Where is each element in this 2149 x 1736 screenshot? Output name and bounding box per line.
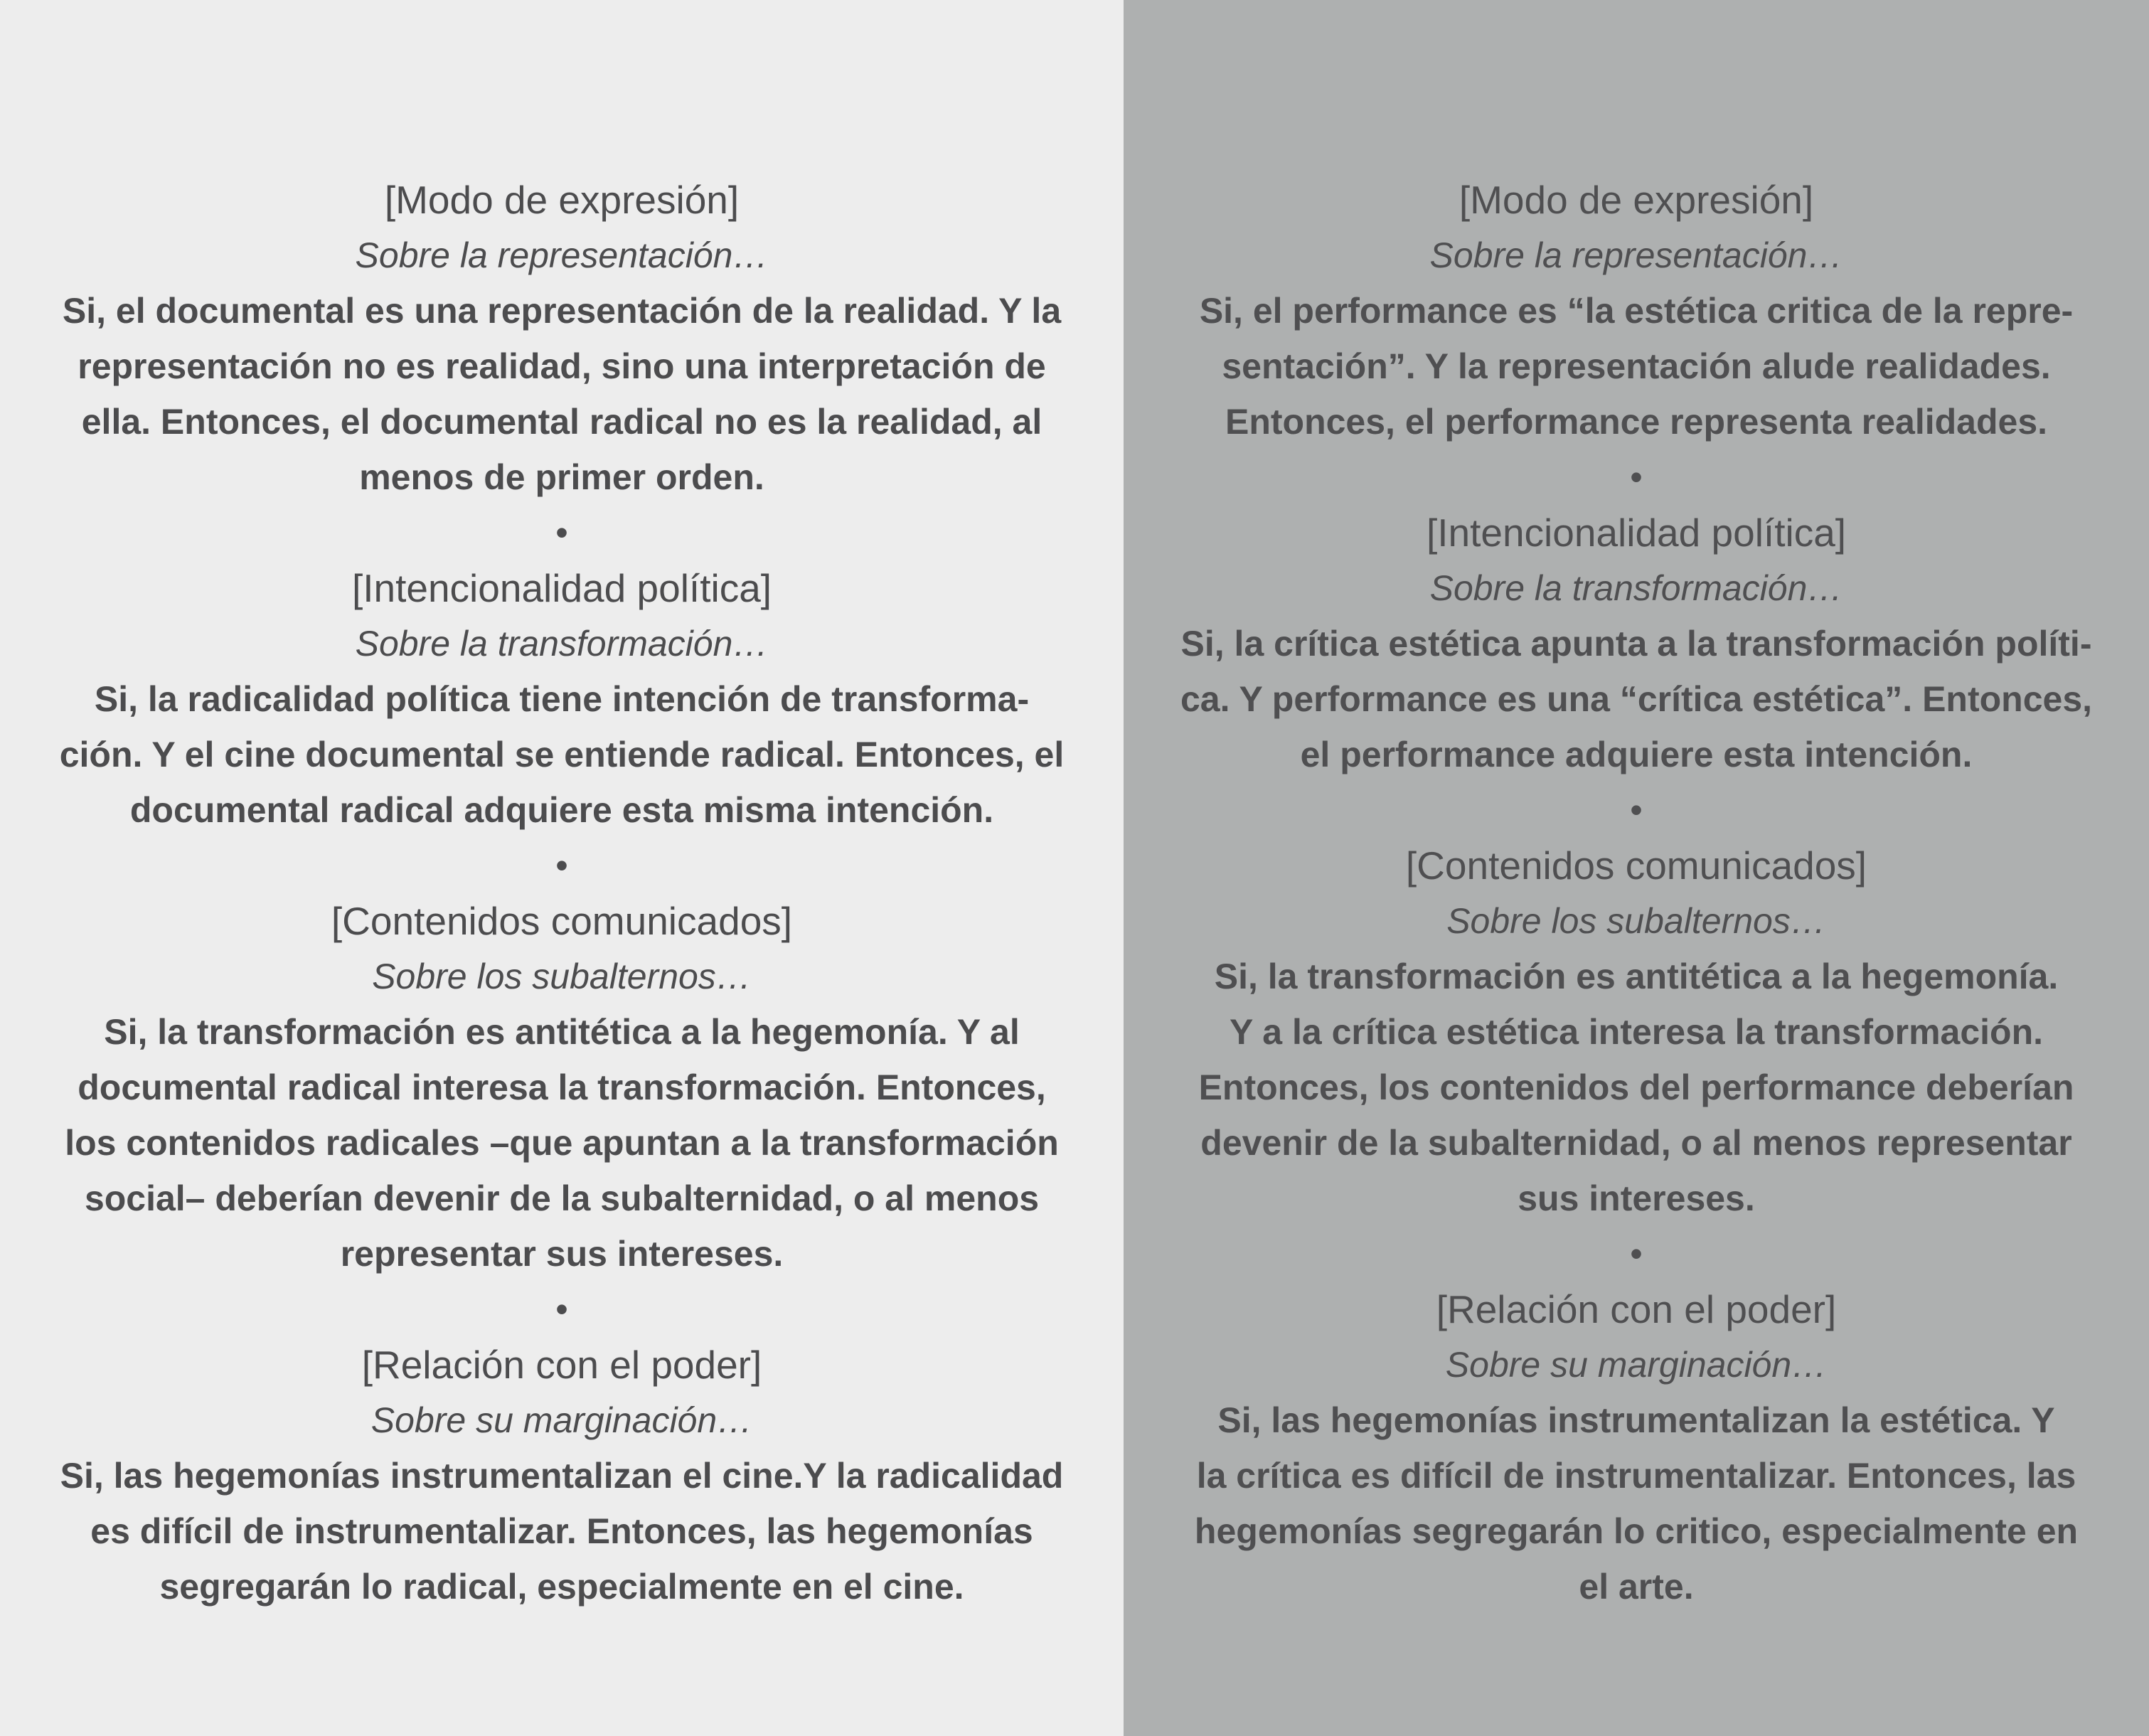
body-line: Si, la crítica estética apunta a la transformación políti- — [1180, 624, 2092, 664]
body-line: Y a la crítica estética interesa la transformación. — [1229, 1012, 2044, 1052]
bullet-separator: • — [1630, 1234, 1643, 1274]
body-line: el performance adquiere esta intención. — [1300, 735, 1973, 774]
body-line: Entonces, los contenidos del performance deberían — [1198, 1067, 2074, 1107]
right-column — [1124, 0, 2149, 1736]
body-line: representación no es realidad, sino una interpretación de — [78, 346, 1046, 386]
section-heading: [Modo de expresión] — [384, 178, 740, 222]
body-line: Si, el performance es “la estética critica de la repre- — [1199, 291, 2074, 331]
body-line: documental radical adquiere esta misma intención. — [129, 790, 994, 830]
section-heading: [Relación con el poder] — [361, 1343, 762, 1387]
left-section-intencionalidad — [0, 560, 1124, 838]
section-heading: [Relación con el poder] — [1436, 1287, 1837, 1331]
body-line: Si, la radicalidad política tiene intención de transforma- — [94, 679, 1030, 719]
right-section-contenidos — [1124, 838, 2149, 1226]
section-heading: [Intencionalidad política] — [1426, 511, 1847, 555]
body-line: hegemonías segregarán lo critico, especialmente en — [1194, 1511, 2079, 1551]
body-line: Si, la transformación es antitética a la hegemonía. Y al — [104, 1012, 1020, 1052]
body-line: documental radical interesa la transformación. Entonces, — [78, 1067, 1046, 1107]
body-line: menos de primer orden. — [359, 457, 764, 497]
section-subtitle: Sobre su marginación… — [370, 1400, 753, 1440]
bullet-separator: • — [555, 846, 568, 885]
section-subtitle: Sobre la transformación… — [1429, 568, 1843, 608]
body-line: Entonces, el performance representa realidades. — [1225, 402, 2048, 442]
left-section-modo-expresion — [0, 172, 1124, 505]
bullet-separator: • — [555, 1289, 568, 1329]
body-line: representar sus intereses. — [340, 1234, 784, 1274]
body-line: Si, las hegemonías instrumentalizan el cine.Y la radicalidad — [60, 1456, 1064, 1496]
section-subtitle: Sobre los subalternos… — [372, 957, 752, 996]
body-line: el arte. — [1579, 1567, 1694, 1607]
body-line: Si, el documental es una representación de la realidad. Y la — [62, 291, 1062, 331]
body-line: Si, las hegemonías instrumentalizan la estética. Y — [1217, 1400, 2055, 1440]
section-subtitle: Sobre la representación… — [1429, 235, 1843, 275]
body-line: sus intereses. — [1518, 1178, 1755, 1218]
left-section-contenidos — [0, 893, 1124, 1282]
section-subtitle: Sobre la representación… — [355, 235, 769, 275]
body-line: es difícil de instrumentalizar. Entonces, las hegemonías — [90, 1511, 1033, 1551]
body-line: ca. Y performance es una “crítica estética”. Entonces, — [1180, 679, 2093, 719]
section-heading: [Intencionalidad política] — [351, 566, 772, 610]
body-line: ella. Entonces, el documental radical no es la realidad, al — [81, 402, 1042, 442]
body-line: devenir de la subalternidad, o al menos representar — [1200, 1123, 2072, 1163]
section-heading: [Contenidos comunicados] — [1405, 843, 1867, 888]
body-line: sentación”. Y la representación alude realidades. — [1222, 346, 2051, 386]
section-heading: [Modo de expresión] — [1459, 178, 1814, 222]
bullet-separator: • — [1630, 457, 1643, 497]
bullet-separator: • — [1630, 790, 1643, 830]
body-line: segregarán lo radical, especialmente en el cine. — [159, 1567, 964, 1607]
section-subtitle: Sobre la transformación… — [355, 624, 769, 664]
body-line: ción. Y el cine documental se entiende radical. Entonces, el — [59, 735, 1065, 774]
right-section-intencionalidad — [1124, 505, 2149, 782]
bullet-separator: • — [555, 513, 568, 553]
left-section-relacion-poder — [0, 1337, 1124, 1614]
section-heading: [Contenidos comunicados] — [331, 899, 793, 943]
section-subtitle: Sobre los subalternos… — [1446, 901, 1826, 941]
body-line: Si, la transformación es antitética a la hegemonía. — [1214, 957, 2059, 996]
right-section-relacion-poder — [1124, 1282, 2149, 1614]
right-section-modo-expresion — [1124, 172, 2149, 449]
section-subtitle: Sobre su marginación… — [1445, 1345, 1828, 1385]
body-line: social– deberían devenir de la subalternidad, o al menos — [84, 1178, 1040, 1218]
body-line: la crítica es difícil de instrumentalizar. Entonces, las — [1196, 1456, 2076, 1496]
body-line: los contenidos radicales –que apuntan a la transformación — [65, 1123, 1059, 1163]
